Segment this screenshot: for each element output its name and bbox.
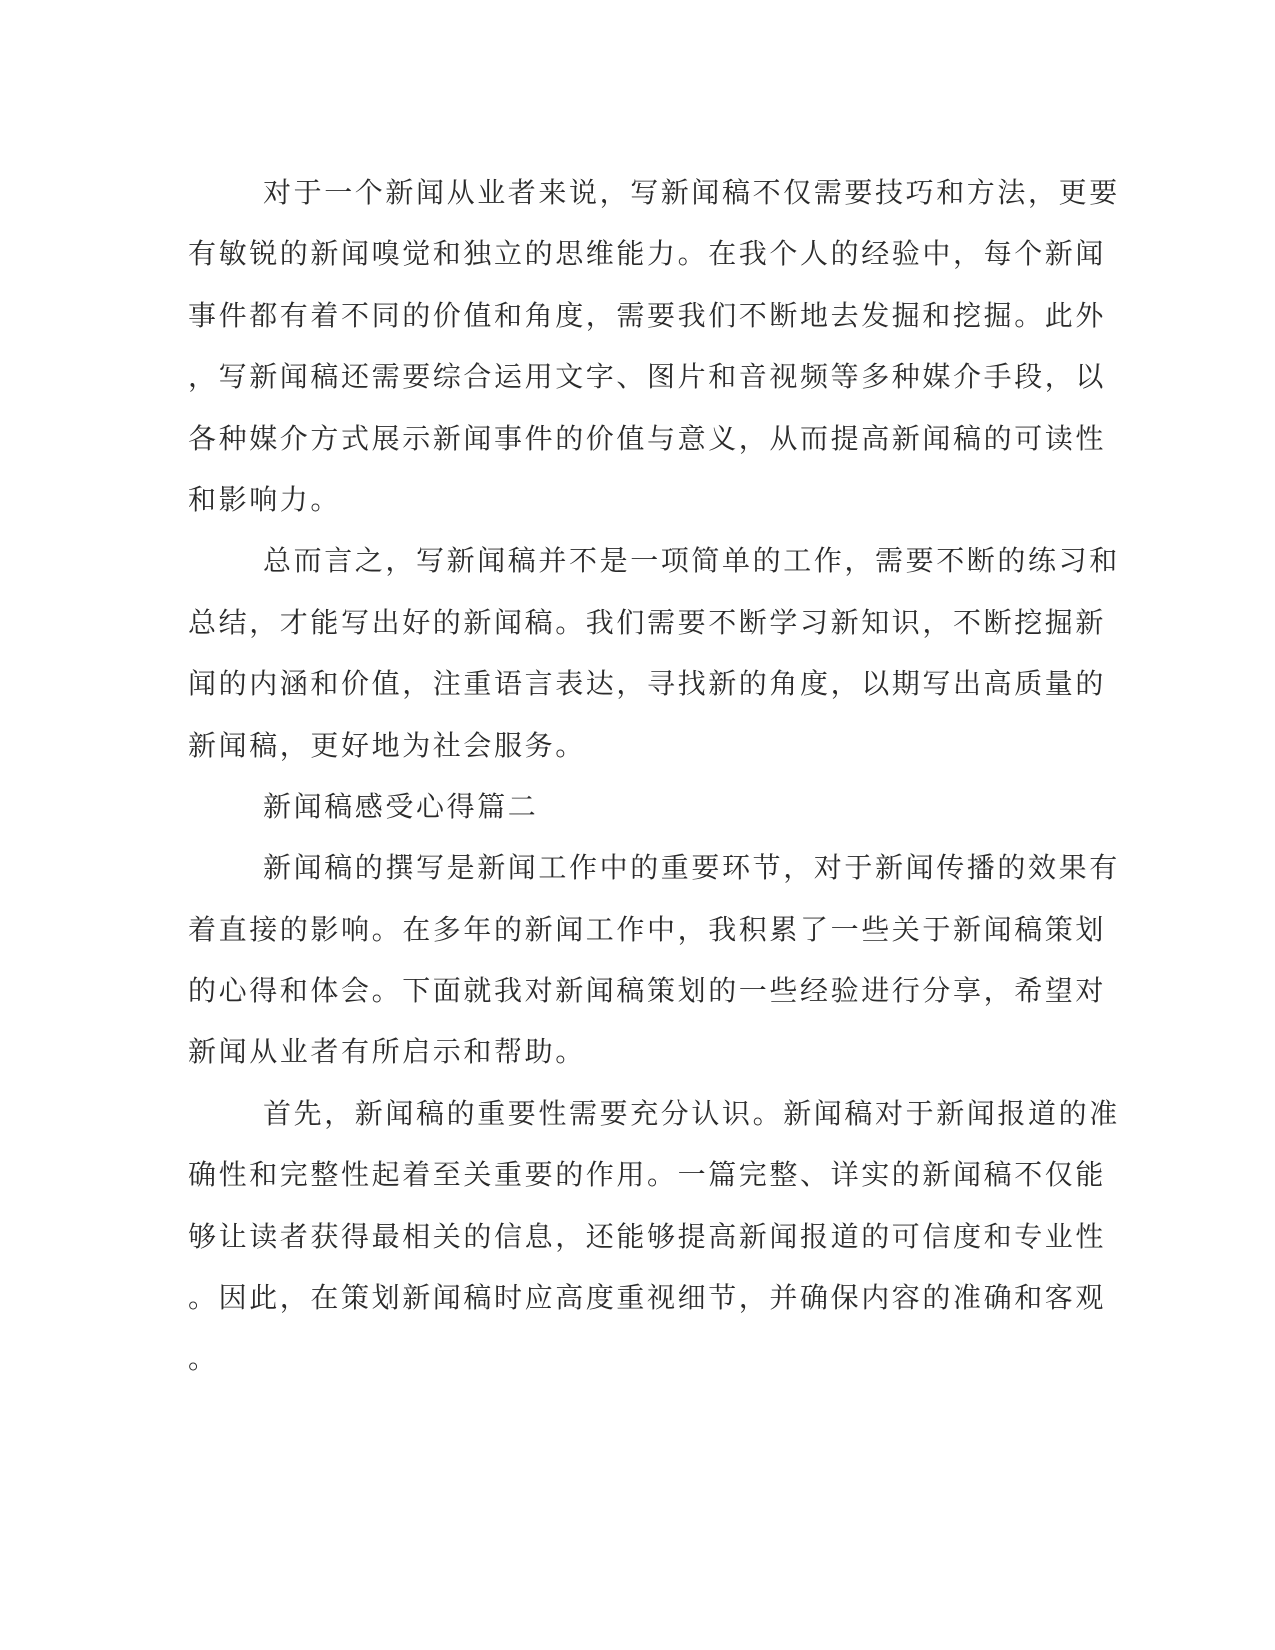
paragraph-line: 总结，才能写出好的新闻稿。我们需要不断学习新知识，不断挖掘新	[188, 605, 1107, 639]
section-heading-text: 新闻稿感受心得篇二	[263, 789, 539, 823]
paragraph-line: 新闻稿，更好地为社会服务。	[188, 728, 586, 762]
paragraph-line: 首先，新闻稿的重要性需要充分认识。新闻稿对于新闻报道的准	[263, 1096, 1120, 1130]
paragraph-line: 对于一个新闻从业者来说，写新闻稿不仅需要技巧和方法，更要	[263, 176, 1120, 209]
section-heading	[188, 776, 1068, 837]
paragraph-line: 着直接的影响。在多年的新闻工作中，我积累了一些关于新闻稿策划	[188, 912, 1107, 946]
paragraph-line: 新闻稿的撰写是新闻工作中的重要环节，对于新闻传播的效果有	[263, 851, 1120, 885]
document-body	[188, 162, 1120, 1390]
paragraph-line: 事件都有着不同的价值和角度，需要我们不断地去发掘和挖掘。此外	[188, 298, 1107, 332]
paragraph-line: 。因此，在策划新闻稿时应高度重视细节，并确保内容的准确和客观	[188, 1281, 1107, 1315]
paragraph	[188, 162, 1120, 530]
paragraph-line: 的心得和体会。下面就我对新闻稿策划的一些经验进行分享，希望对	[188, 974, 1107, 1008]
paragraph-line: 。	[188, 1342, 219, 1376]
paragraph	[188, 530, 1120, 776]
paragraph	[188, 837, 1120, 1083]
paragraph-line: 确性和完整性起着至关重要的作用。一篇完整、详实的新闻稿不仅能	[188, 1158, 1107, 1192]
paragraph-line: ，写新闻稿还需要综合运用文字、图片和音视频等多种媒介手段，以	[188, 360, 1107, 394]
paragraph-line: 新闻从业者有所启示和帮助。	[188, 1035, 586, 1069]
paragraph-line: 总而言之，写新闻稿并不是一项简单的工作，需要不断的练习和	[263, 544, 1120, 578]
paragraph	[188, 1083, 1120, 1390]
paragraph-line: 够让读者获得最相关的信息，还能够提高新闻报道的可信度和专业性	[188, 1219, 1107, 1253]
paragraph-line: 各种媒介方式展示新闻事件的价值与意义，从而提高新闻稿的可读性	[188, 421, 1107, 455]
paragraph-line: 闻的内涵和价值，注重语言表达，寻找新的角度，以期写出高质量的	[188, 667, 1107, 701]
paragraph-line: 有敏锐的新闻嗅觉和独立的思维能力。在我个人的经验中，每个新闻	[188, 237, 1107, 271]
paragraph-line: 和影响力。	[188, 482, 342, 516]
